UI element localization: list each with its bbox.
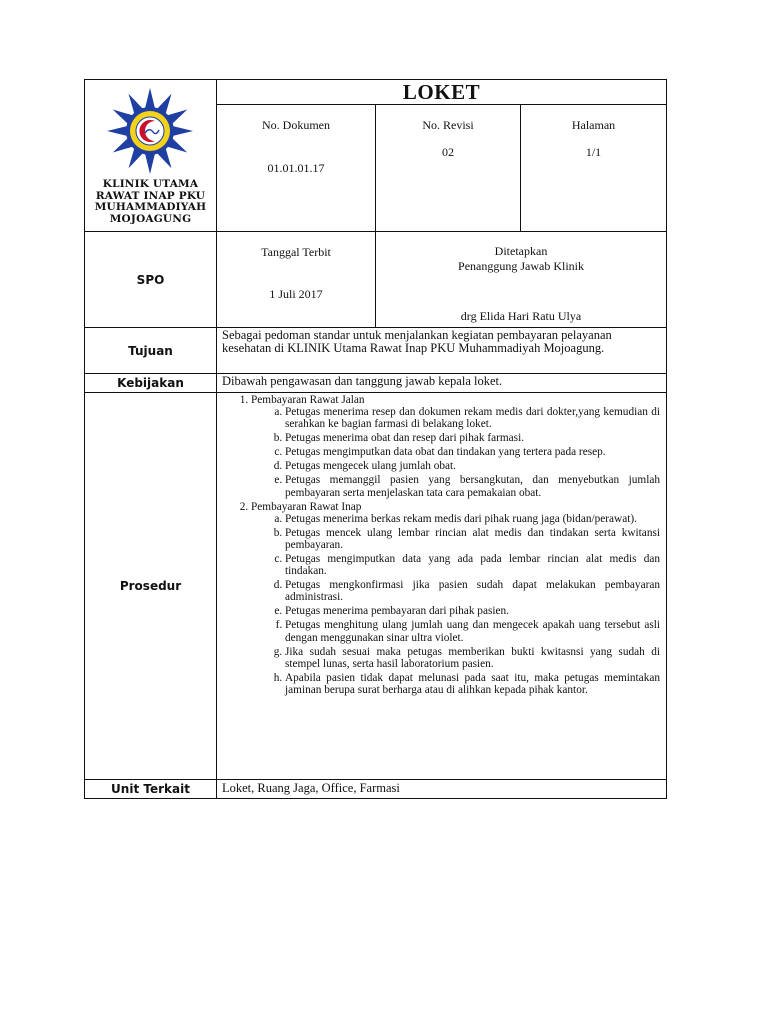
tujuan-label: Tujuan	[85, 328, 217, 374]
list-item: b. Petugas menerima obat dan resep dari pihak farmasi.	[285, 432, 666, 444]
clinic-name: KLINIK UTAMA RAWAT INAP PKU MUHAMMADIYAH MOJOAGUNG	[94, 178, 207, 225]
tanggal-terbit-value: 1 Juli 2017	[269, 287, 323, 301]
ditetapkan-cell	[376, 232, 667, 328]
list-item: a. Petugas menerima berkas rekam medis dari pihak ruang jaga (bidan/perawat).	[285, 513, 666, 525]
list-item: e. Petugas menerima pembayaran dari pihak pasien.	[285, 605, 666, 617]
list-item: b. Petugas mencek ulang lembar rincian alat medis dan tindakan serta kwitansi pembayaran.	[285, 527, 666, 551]
tujuan-text: Sebagai pedoman standar untuk menjalankan kegiatan pembayaran pelayanan kesehatan di KLINIK Utama Rawat Inap PKU Muhammadiyah Mojoagung.	[217, 328, 667, 374]
no-dokumen-value: 01.01.01.17	[267, 161, 325, 175]
step-list	[251, 406, 666, 499]
prosedur-section	[251, 394, 666, 499]
step-list	[251, 513, 666, 696]
document-title: LOKET	[217, 80, 667, 105]
no-dokumen-cell	[217, 105, 376, 232]
tanggal-terbit-cell	[217, 232, 376, 328]
halaman-label: Halaman	[571, 118, 616, 132]
no-dokumen-label: No. Dokumen	[262, 118, 330, 132]
sun-ray	[107, 126, 129, 137]
list-item: h. Apabila pasien tidak dapat melunasi pada saat itu, maka petugas memintakan jaminan berupa surat berharga atau di alihkan kepada pihak kantor.	[285, 672, 666, 696]
no-revisi-label: No. Revisi	[422, 118, 474, 132]
list-item: e. Petugas memanggil pasien yang bersangkutan, dan menyebutkan jumlah pembayaran serta menjelaskan tata cara pemakaian obat.	[285, 474, 666, 498]
list-item: c. Petugas mengimputkan data obat dan tindakan yang tertera pada resep.	[285, 446, 666, 458]
sun-ray	[171, 126, 193, 137]
no-revisi-value: 02	[442, 145, 454, 159]
list-item: d. Petugas mengecek ulang jumlah obat.	[285, 460, 666, 472]
halaman-cell	[521, 105, 667, 232]
tanggal-terbit-label: Tanggal Terbit	[261, 245, 331, 259]
list-item: a. Petugas menerima resep dan dokumen rekam medis dari dokter,yang kemudian di serahkan ke bagian farmasi di belakang loket.	[285, 406, 666, 430]
sun-ray	[145, 88, 156, 110]
spo-label: SPO	[85, 232, 217, 328]
no-revisi-cell	[376, 105, 521, 232]
spo-document	[84, 79, 666, 799]
penanggung-jawab-name: drg Elida Hari Ratu Ulya	[460, 309, 582, 323]
prosedur-list	[217, 394, 666, 696]
list-item: f. Petugas menghitung ulang jumlah uang dan mengecek apakah uang tersebut asli dengan menggunakan sinar ultra violet.	[285, 619, 666, 643]
list-item: g. Jika sudah sesuai maka petugas memberikan bukti kwitasnsi yang sudah di stempel lunas, serta hasil laboratorium pasien.	[285, 646, 666, 670]
section-heading: Pembayaran Rawat Inap	[251, 500, 362, 513]
muhammadiyah-logo	[95, 86, 205, 176]
spo-table	[84, 79, 667, 799]
kebijakan-text: Dibawah pengawasan dan tanggung jawab kepala loket.	[217, 374, 667, 393]
unit-terkait-label: Unit Terkait	[85, 780, 217, 799]
penanggung-jawab-label: Penanggung Jawab Klinik	[458, 259, 584, 273]
section-heading: Pembayaran Rawat Jalan	[251, 394, 365, 406]
unit-terkait-text: Loket, Ruang Jaga, Office, Farmasi	[217, 780, 667, 799]
list-item: d. Petugas mengkonfirmasi jika pasien sudah dapat melakukan pembayaran administrasi.	[285, 579, 666, 603]
prosedur-label: Prosedur	[85, 393, 217, 780]
list-item: c. Petugas mengimputkan data yang ada pada lembar rincian alat medis dan tindakan.	[285, 553, 666, 577]
sun-ray	[145, 152, 156, 174]
header-logo-cell	[85, 80, 217, 232]
prosedur-content	[217, 393, 667, 780]
halaman-value: 1/1	[585, 145, 602, 159]
ditetapkan-label: Ditetapkan	[494, 244, 548, 258]
prosedur-section	[251, 501, 666, 697]
kebijakan-label: Kebijakan	[85, 374, 217, 393]
